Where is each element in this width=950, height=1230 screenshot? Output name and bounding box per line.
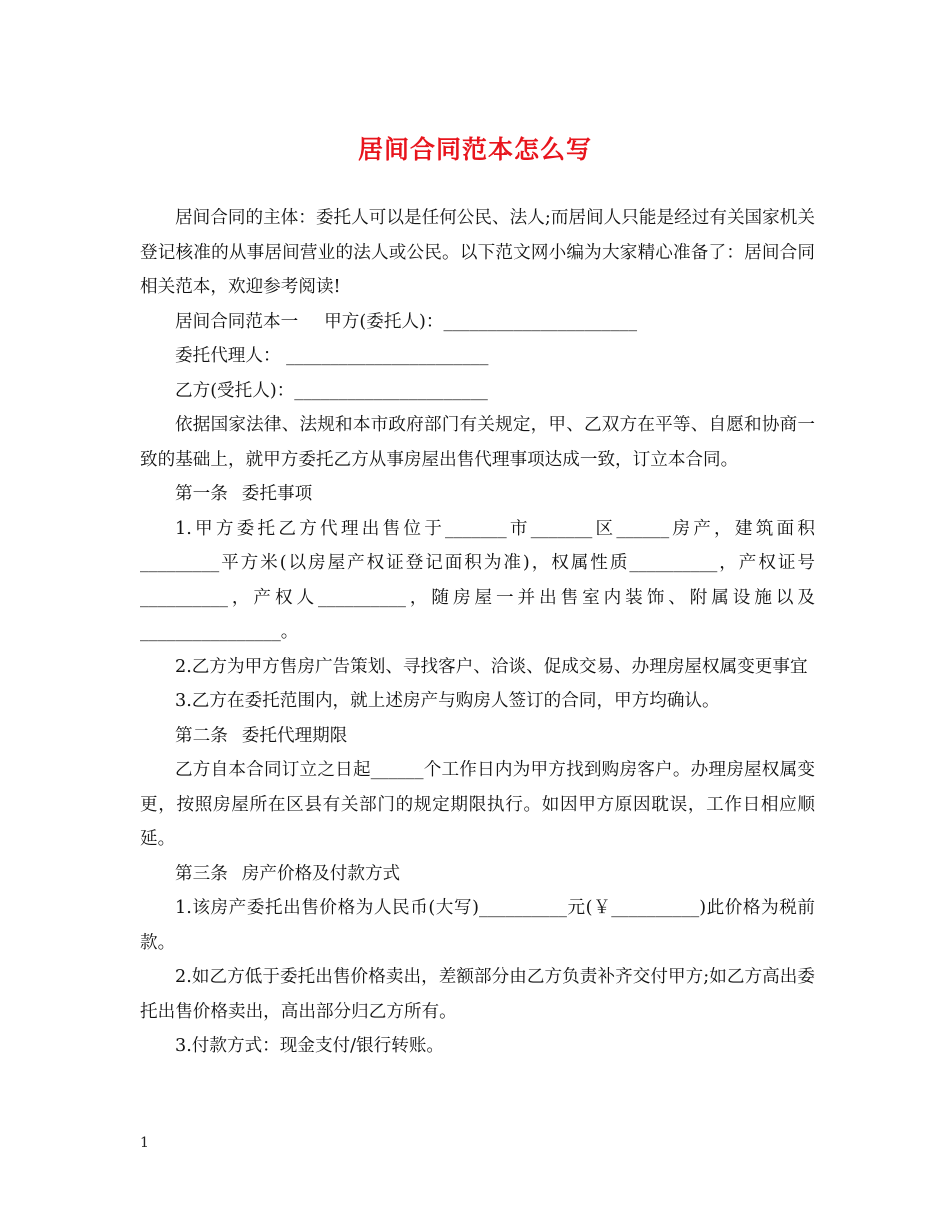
intro-paragraph: 居间合同的主体：委托人可以是任何公民、法人;而居间人只能是经过有关国家机关登记核准的从事居间营业的法人或公民。以下范文网小编为大家精心准备了：居间合同相关范本，欢迎参考阅读! [140,208,815,297]
clause-paragraph: 1.该房产委托出售价格为人民币(大写)__________元(￥__________)此价格为税前款。 [140,898,815,953]
clause-paragraph: 乙方自本合同订立之日起______个工作日内为甲方找到购房客户。办理房屋权属变更，按照房屋所在区县有关部门的规定期限执行。如因甲方原因耽误，工作日相应顺延。 [140,760,815,849]
document-title: 居间合同范本怎么写 [357,135,592,164]
article-heading [140,857,815,892]
party-a-line: 甲方(委托人)：______________________ [324,311,637,332]
basis-paragraph: 依据国家法律、法规和本市政府部门有关规定，甲、乙双方在平等、自愿和协商一致的基础上，就甲方委托乙方从事房屋出售代理事项达成一致，订立本合同。 [140,415,815,470]
article-heading [140,719,815,754]
article-number: 第二条 [175,725,228,746]
article-name: 委托代理期限 [241,725,348,746]
party-b-line: 乙方(受托人)：______________________ [175,380,488,401]
article-number: 第一条 [175,484,228,504]
article-heading [140,477,815,512]
article-number: 第三条 [175,863,228,884]
clause-paragraph: 1.甲方委托乙方代理出售位于_______市_______区______房产，建筑面积_________平方米(以房屋产权证登记面积为准)，权属性质__________，产权证号__________，产权人__________，随房屋一并出售室内装饰、附属设施以及________________。 [140,518,815,642]
sample-heading-line [140,305,815,340]
clause-paragraph: 3.乙方在委托范围内，就上述房产与购房人签订的合同，甲方均确认。 [175,691,720,711]
clause-paragraph: 3.付款方式：现金支付/银行转账。 [175,1036,445,1056]
agent-line: 委托代理人： _______________________ [175,346,489,366]
clause-paragraph: 2.乙方为甲方售房广告策划、寻找客户、洽谈、促成交易、办理房屋权属变更事宜 [175,656,808,677]
article-name: 委托事项 [241,484,313,504]
page-number: 1 [140,1135,149,1151]
document-body [140,201,815,1064]
clause-paragraph: 2.如乙方低于委托出售价格卖出，差额部分由乙方负责补齐交付甲方;如乙方高出委托出售价格卖出，高出部分归乙方所有。 [140,967,815,1022]
article-name: 房产价格及付款方式 [241,863,401,884]
sample-label: 居间合同范本一 [175,311,299,332]
